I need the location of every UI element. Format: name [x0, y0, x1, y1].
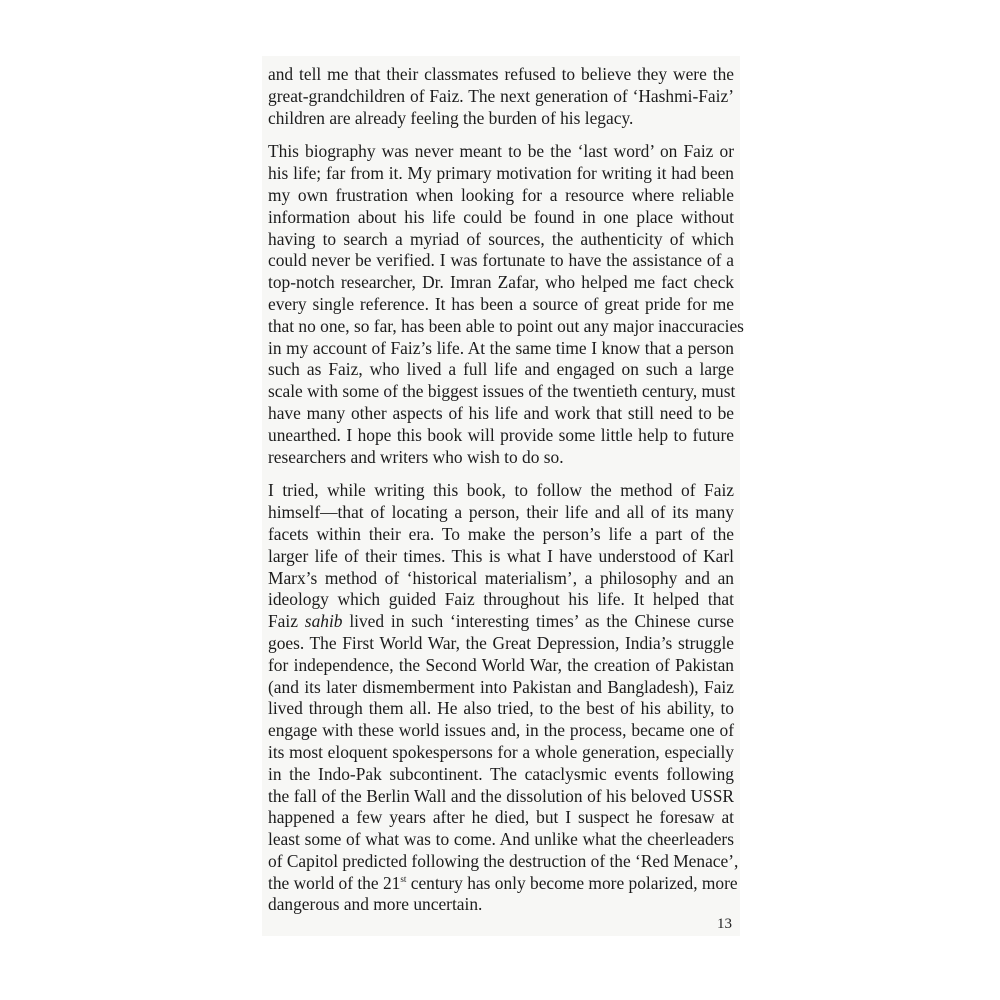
text-line: could never be verified. I was fortunate to have the assistance of a — [268, 250, 734, 271]
text-line: information about his life could be found in one place without — [268, 206, 734, 227]
text-line: in my account of Faiz’s life. At the same time I know that a person — [268, 337, 734, 358]
text-line: goes. The First World War, the Great Depression, India’s struggle — [268, 632, 734, 653]
text-line: happened a few years after he died, but I suspect he foresaw at — [268, 807, 734, 828]
text-line-with-italic — [268, 611, 734, 633]
text-line: scale with some of the biggest issues of the twentieth century, must — [268, 381, 736, 402]
text-line: This biography was never meant to be the ‘last word’ on Faiz or — [268, 141, 734, 162]
text-line: great-grandchildren of Faiz. The next generation of ‘Hashmi-Faiz’ — [268, 85, 734, 106]
text-segment: lived in such ‘interesting times’ as the Chinese curse — [349, 611, 734, 632]
text-line: his life; far from it. My primary motivation for writing it had been — [268, 163, 734, 184]
text-line: himself—that of locating a person, their life and all of its many — [268, 502, 734, 523]
text-segment: Faiz — [268, 611, 298, 632]
page-number: 13 — [717, 916, 732, 932]
text-line: lived through them all. He also tried, to the best of his ability, to — [268, 698, 734, 719]
italic-term: sahib — [304, 611, 343, 632]
paragraph-2 — [268, 141, 744, 468]
text-line: my own frustration when looking for a resource where reliable — [268, 184, 734, 205]
text-line: unearthed. I hope this book will provide some little help to future — [268, 424, 734, 445]
text-line: least some of what was to come. And unlike what the cheerleaders — [268, 829, 734, 850]
text-line: in the Indo-Pak subcontinent. The cataclysmic events following — [268, 763, 734, 784]
text-line: I tried, while writing this book, to follow the method of Faiz — [268, 480, 734, 501]
text-line: its most eloquent spokespersons for a whole generation, especially — [268, 741, 734, 762]
text-line: (and its later dismemberment into Pakistan and Bangladesh), Faiz — [268, 676, 734, 697]
text-line: ideology which guided Faiz throughout his life. It helped that — [268, 589, 734, 610]
ordinal-superscript: st — [400, 873, 407, 884]
text-line: for independence, the Second World War, the creation of Pakistan — [268, 654, 734, 675]
paragraph-1 — [268, 64, 734, 129]
text-line: children are already feeling the burden of his legacy. — [268, 107, 634, 128]
text-line: the fall of the Berlin Wall and the dissolution of his beloved USSR — [268, 785, 734, 806]
text-line: of Capitol predicted following the destruction of the ‘Red Menace’, — [268, 850, 739, 871]
text-line: have many other aspects of his life and work that still need to be — [268, 402, 734, 423]
text-line: dangerous and more uncertain. — [268, 894, 483, 915]
text-line: larger life of their times. This is what I have understood of Karl — [268, 545, 734, 566]
body-text — [268, 64, 744, 928]
text-line: that no one, so far, has been able to point out any major inaccuracies — [268, 315, 744, 336]
text-segment: century has only become more polarized, more — [410, 872, 738, 893]
text-segment: the world of the 21 — [268, 872, 401, 893]
text-line: having to search a myriad of sources, the authenticity of which — [268, 228, 734, 249]
text-line-with-superscript — [268, 872, 738, 895]
paragraph-3 — [268, 480, 739, 916]
text-line: top-notch researcher, Dr. Imran Zafar, who helped me fact check — [268, 272, 734, 293]
text-line: such as Faiz, who lived a full life and engaged on such a large — [268, 359, 734, 380]
text-line: facets within their era. To make the person’s life a part of the — [268, 523, 734, 544]
text-line: and tell me that their classmates refused to believe they were the — [268, 64, 734, 84]
text-line: every single reference. It has been a source of great pride for me — [268, 293, 734, 314]
text-line: researchers and writers who wish to do so. — [268, 446, 564, 467]
text-line: engage with these world issues and, in the process, became one of — [268, 720, 734, 741]
text-line: Marx’s method of ‘historical materialism’, a philosophy and an — [268, 567, 734, 588]
